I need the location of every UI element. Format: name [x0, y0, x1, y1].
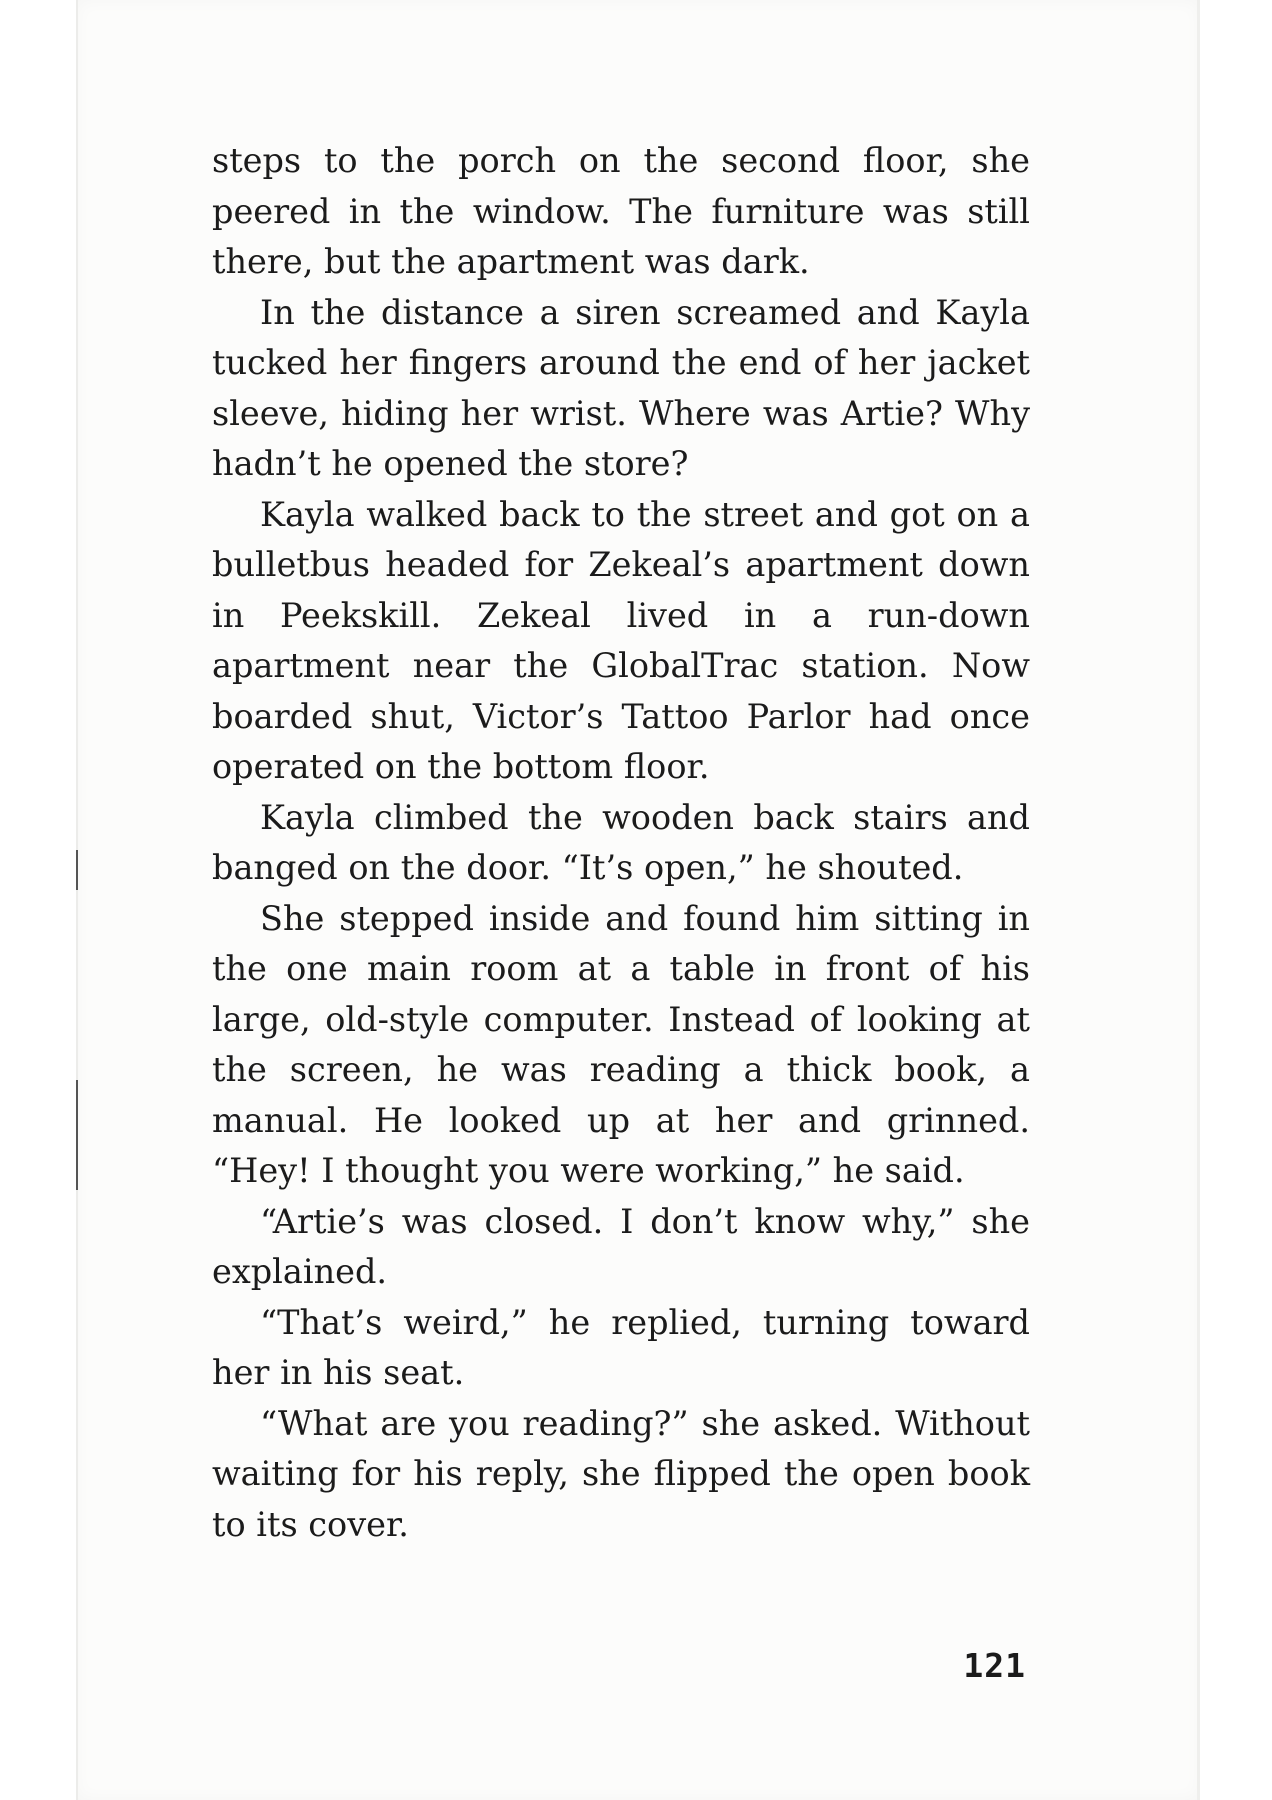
paragraph: Kayla climbed the wooden back stairs and banged on the door. “It’s open,” he shouted. [212, 797, 1030, 887]
paragraph: “That’s weird,” he replied, turning toward her in his seat. [212, 1302, 1030, 1392]
body-text [212, 136, 1030, 1550]
binding-shadow-mark [76, 850, 78, 890]
paragraph: In the distance a siren screamed and Kayla tucked her fingers around the end of her jacket sleeve, hiding her wrist. Where was Artie? Why hadn’t he opened the store? [212, 292, 1030, 483]
binding-shadow-mark [76, 1080, 78, 1190]
paragraph: Kayla walked back to the street and got on a bulletbus headed for Zekeal’s apartment down in Peekskill. Zekeal lived in a run-down apartment near the GlobalTrac station. Now boarded shut, Victor’s Tattoo Parlor had once operated on the bottom floor. [212, 494, 1030, 786]
page-number: 121 [963, 1646, 1026, 1685]
paragraph: She stepped inside and found him sitting in the one main room at a table in front of his large, old-style computer. Instead of looking at the screen, he was reading a thick book, a manual. He looked up at her and grinned. “Hey! I thought you were working,” he said. [212, 898, 1030, 1190]
paragraph: “What are you reading?” she asked. Without waiting for his reply, she flipped the open book to its cover. [212, 1403, 1030, 1544]
paragraph-continuation: steps to the porch on the second floor, she peered in the window. The furniture was still there, but the apartment was dark. [212, 141, 1030, 281]
paragraph: “Artie’s was closed. I don’t know why,” she explained. [212, 1201, 1030, 1291]
